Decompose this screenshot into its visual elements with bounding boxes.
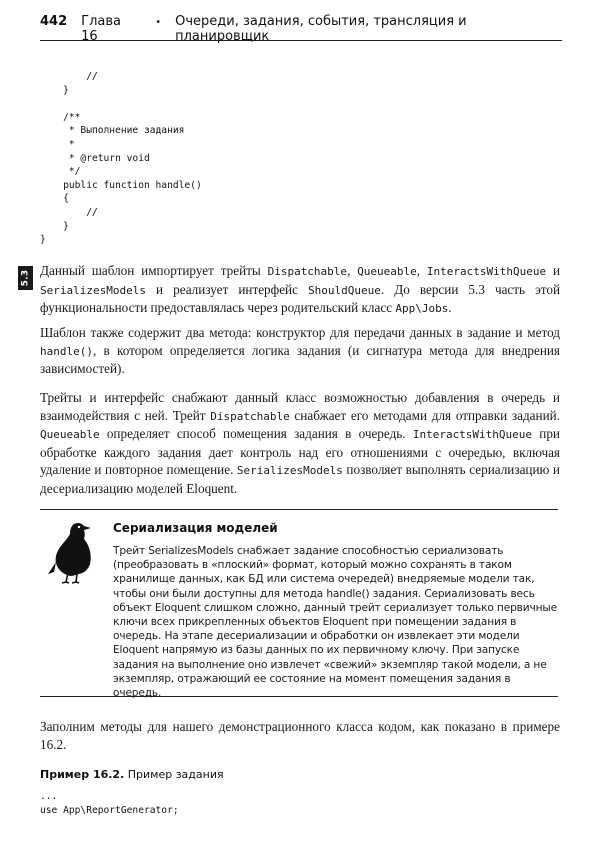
code-line: /** <box>40 111 81 123</box>
example-caption: Пример 16.2. Пример задания <box>40 768 224 781</box>
note-top-rule <box>40 509 558 510</box>
code-line: } <box>40 234 46 246</box>
version-badge: 5.3 <box>18 266 33 290</box>
code-line: * Выполнение задания <box>40 125 185 137</box>
code-line: // <box>40 206 98 218</box>
code-line: * <box>40 138 75 150</box>
code-line: { <box>40 193 69 205</box>
crow-icon <box>44 516 100 584</box>
note-body: Трейт SerializesModels снабжает задание способностью сериализовать (преобразовать в «плоский» формат, который можно сохранять в таком хранилище данных, как БД или система очередей) внедряемые модели так, чтобы они были доступны для метода handle() задания. Сериализовать весь объект Eloquent слишком сложно, данный трейт сериализует только первичные ключи всех прикрепленных объектов Eloquent при помещении задания в очередь. На этапе десериализации и обработки он извлекает эти модели Eloquent напрямую из базы данных по их первичному ключу. При запуске задания на выполнение оно извлечет «свежий» экземпляр такой модели, а не экземпляр, отражающий ее состояние на момент помещения задания в очередь. <box>113 545 557 700</box>
page-number: 442 <box>40 14 68 29</box>
code-listing-top <box>40 70 202 247</box>
code-line: * @return void <box>40 152 150 164</box>
code-listing-bottom <box>40 790 179 817</box>
code-line: */ <box>40 166 81 178</box>
note-title: Сериализация моделей <box>113 521 278 535</box>
paragraph-traits: Данный шаблон импортирует трейты Dispatchable, Queueable, InteractsWithQueue и SerializesModels и реализует интерфейс ShouldQueue. До версии 5.3 часть этой функциональности предоставлялась через родительский класс App\Jobs. <box>40 263 561 316</box>
chapter-title: Очереди, задания, события, трансляция и планировщик <box>175 14 467 44</box>
running-header <box>40 14 562 44</box>
code-line: // <box>40 71 98 82</box>
paragraph-example-intro: Заполним методы для нашего демонстрационного класса кодом, как показано в примере 16.2. <box>40 719 560 752</box>
code-line: ... <box>40 791 58 802</box>
code-line: public function handle() <box>40 179 202 191</box>
code-line: } <box>40 220 69 232</box>
header-separator: • <box>155 17 162 28</box>
paragraph-interface: Трейты и интерфейс снабжают данный класс возможностью добавления в очередь и взаимодействия с ней. Трейт Dispatchable снабжает его методами для отправки заданий. Queueable определяет способ помещения задания в очередь. InteractsWithQueue при обработке каждого задания дает контроль над его отношениями с очередью, включая удаление и повторное помещение. SerializesModels позволяет выполнять сериализацию и десериализацию моделей Eloquent. <box>40 390 560 496</box>
paragraph-methods: Шаблон также содержит два метода: конструктор для передачи данных в задание и метод handle(), в котором определяется логика задания (и сигнатура метода для внедрения зависимостей). <box>40 325 560 377</box>
code-line: use App\ReportGenerator; <box>40 804 179 816</box>
note-bottom-rule <box>40 696 558 697</box>
chapter-label: Глава 16 <box>81 14 121 44</box>
code-line: } <box>40 84 69 96</box>
